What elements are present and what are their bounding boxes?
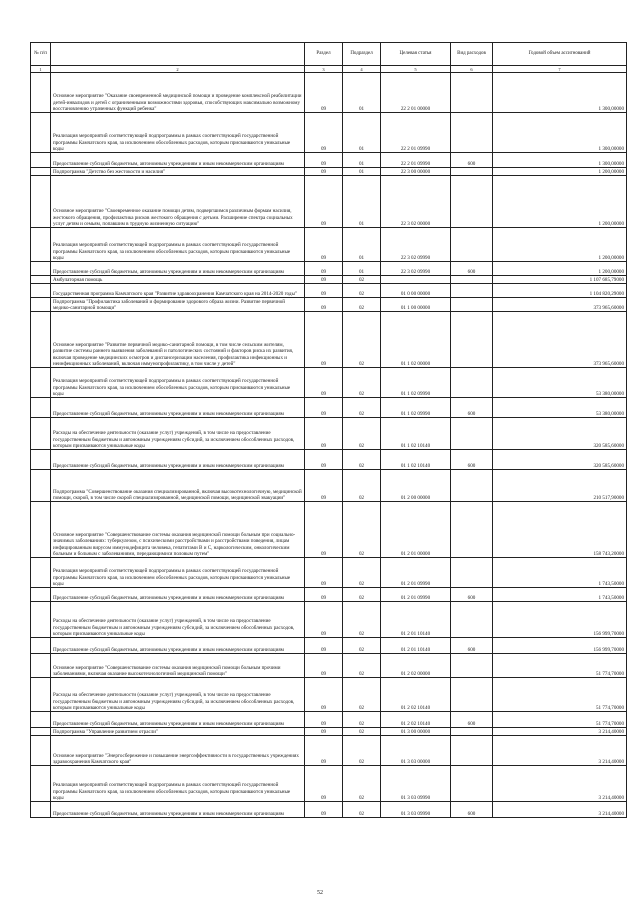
- col-number-3: 3: [305, 66, 343, 73]
- row-number: [31, 450, 51, 470]
- row-amount: 1 743,50000: [493, 558, 627, 588]
- row-subsection: 02: [343, 766, 381, 802]
- row-section: 09: [305, 368, 343, 398]
- row-exp-type: 600: [451, 638, 493, 654]
- row-name: Основное мероприятие "Совершенствование системы оказания медицинской помощи больным при социально-значимых заболеваниях: туберкулезом, с психическими расстройствами и расстройствами поведения, лицам инфицированным вирусом иммунодефицита человека, гепатитами В и С, наркологическим, онкологическим больным и больным с заболеваниями, передающимися половым путем": [51, 502, 305, 558]
- row-name: Основное мероприятие "Энергосбережение и повышение энергоэффективности в государственных учреждениях здравоохранения Камчатского края": [51, 736, 305, 766]
- row-name: Реализация мероприятий соответствующей подпрограммы в рамках соответствующей государственной программы Камчатского края, за исключением обособленных расходов, которым присваиваются уникальные коды: [51, 558, 305, 588]
- row-subsection: 02: [343, 284, 381, 298]
- row-subsection: 02: [343, 712, 381, 728]
- row-section: 09: [305, 602, 343, 638]
- row-target-code: 22 2 01 09990: [381, 153, 451, 168]
- row-number: [31, 398, 51, 418]
- row-section: 09: [305, 588, 343, 602]
- table-row: [31, 602, 627, 638]
- row-section: 09: [305, 470, 343, 502]
- row-target-code: 01 0 00 00000: [381, 284, 451, 298]
- row-number: [31, 654, 51, 678]
- row-section: 09: [305, 638, 343, 654]
- row-section: 09: [305, 73, 343, 113]
- row-target-code: 01 2 01 09990: [381, 588, 451, 602]
- row-amount: 1 107 685,79000: [493, 276, 627, 284]
- row-target-code: 01 3 00 00000: [381, 728, 451, 736]
- header-row: [31, 43, 627, 66]
- row-target-code: 01 2 02 10140: [381, 712, 451, 728]
- row-section: 09: [305, 502, 343, 558]
- table-row: [31, 558, 627, 588]
- row-number: [31, 588, 51, 602]
- col-number-5: 5: [381, 66, 451, 73]
- row-amount: 53 380,00000: [493, 398, 627, 418]
- row-number: [31, 176, 51, 228]
- row-target-code: [381, 276, 451, 284]
- page-number: 52: [317, 890, 323, 896]
- row-amount: 320 585,60000: [493, 450, 627, 470]
- row-target-code: 01 3 03 09990: [381, 802, 451, 818]
- table-row: [31, 654, 627, 678]
- row-name: Реализация мероприятий соответствующей подпрограммы в рамках соответствующей государственной программы Камчатского края, за исключением обособленных расходов, которым присваиваются уникальные коды: [51, 368, 305, 398]
- row-amount: 1 743,50000: [493, 588, 627, 602]
- row-section: 09: [305, 418, 343, 450]
- row-name: Подпрограмма "Детство без жестокости и насилия": [51, 168, 305, 176]
- row-number: [31, 168, 51, 176]
- row-section: 09: [305, 262, 343, 276]
- row-target-code: 01 1 00 00000: [381, 298, 451, 312]
- row-exp-type: 600: [451, 153, 493, 168]
- col-header-num: № п/п: [31, 43, 51, 66]
- row-name: Предоставление субсидий бюджетным, автономным учреждениям и иным некоммерческим организациям: [51, 588, 305, 602]
- table-row: [31, 176, 627, 228]
- column-number-row: [31, 66, 627, 73]
- row-target-code: 01 3 03 00000: [381, 736, 451, 766]
- row-exp-type: [451, 312, 493, 368]
- row-number: [31, 638, 51, 654]
- row-subsection: 01: [343, 228, 381, 262]
- row-subsection: 02: [343, 802, 381, 818]
- row-name: Предоставление субсидий бюджетным, автономным учреждениям и иным некоммерческим организациям: [51, 262, 305, 276]
- table-row: [31, 262, 627, 276]
- col-header-subsection: Подраздел: [343, 43, 381, 66]
- row-subsection: 02: [343, 588, 381, 602]
- row-target-code: 01 2 01 10140: [381, 602, 451, 638]
- row-section: 09: [305, 176, 343, 228]
- row-amount: 1 200,00000: [493, 168, 627, 176]
- table-row: [31, 73, 627, 113]
- row-section: 09: [305, 450, 343, 470]
- col-header-amount: Годовой объем ассигнований: [493, 43, 627, 66]
- row-subsection: 02: [343, 312, 381, 368]
- row-section: 09: [305, 228, 343, 262]
- row-subsection: 02: [343, 654, 381, 678]
- table-row: [31, 153, 627, 168]
- row-target-code: 01 3 03 09990: [381, 766, 451, 802]
- row-section: 09: [305, 678, 343, 712]
- row-name: Подпрограмма "Профилактика заболеваний и формирование здорового образа жизни. Развитие первичной медико-санитарной помощи": [51, 298, 305, 312]
- row-number: [31, 802, 51, 818]
- row-exp-type: 600: [451, 398, 493, 418]
- row-section: 09: [305, 712, 343, 728]
- table-row: [31, 712, 627, 728]
- row-amount: 320 585,60000: [493, 418, 627, 450]
- row-amount: 156 999,70000: [493, 638, 627, 654]
- table-row: [31, 588, 627, 602]
- row-amount: 210 517,90000: [493, 470, 627, 502]
- row-subsection: 01: [343, 153, 381, 168]
- row-name: Расходы на обеспечение деятельности (оказание услуг) учреждений, в том числе на предоставление государственным бюджетным и автономным учреждениям субсидий, за исключением обособленных расходов, которым присваиваются уникальные коды: [51, 418, 305, 450]
- row-target-code: 01 1 02 10140: [381, 450, 451, 470]
- row-amount: 1 300,00000: [493, 153, 627, 168]
- table-row: [31, 502, 627, 558]
- row-section: 09: [305, 298, 343, 312]
- row-number: [31, 276, 51, 284]
- row-number: [31, 766, 51, 802]
- row-amount: 3 214,40000: [493, 766, 627, 802]
- row-name: Предоставление субсидий бюджетным, автономным учреждениям и иным некоммерческим организациям: [51, 153, 305, 168]
- row-number: [31, 368, 51, 398]
- row-exp-type: 600: [451, 450, 493, 470]
- row-number: [31, 678, 51, 712]
- row-subsection: 02: [343, 728, 381, 736]
- row-number: [31, 502, 51, 558]
- row-exp-type: [451, 502, 493, 558]
- table-row: [31, 276, 627, 284]
- row-name: Предоставление субсидий бюджетным, автономным учреждениям и иным некоммерческим организациям: [51, 398, 305, 418]
- table-body: [31, 73, 627, 818]
- row-section: 09: [305, 312, 343, 368]
- row-target-code: 22 3 02 09990: [381, 262, 451, 276]
- table-row: [31, 638, 627, 654]
- row-section: 09: [305, 398, 343, 418]
- row-section: 09: [305, 766, 343, 802]
- row-number: [31, 73, 51, 113]
- row-exp-type: 600: [451, 802, 493, 818]
- row-name: Реализация мероприятий соответствующей подпрограммы в рамках соответствующей государственной программы Камчатского края, за исключением обособленных расходов, которым присваиваются уникальные коды: [51, 228, 305, 262]
- col-header-target: Целевая статья: [381, 43, 451, 66]
- row-section: 09: [305, 153, 343, 168]
- row-number: [31, 228, 51, 262]
- row-amount: 156 999,70000: [493, 602, 627, 638]
- table-row: [31, 284, 627, 298]
- row-name: Предоставление субсидий бюджетным, автономным учреждениям и иным некоммерческим организациям: [51, 712, 305, 728]
- row-name: Государственная программа Камчатского края "Развитие здравоохранения Камчатского края на 2014-2020 годы": [51, 284, 305, 298]
- row-exp-type: [451, 276, 493, 284]
- row-name: Реализация мероприятий соответствующей подпрограммы в рамках соответствующей государственной программы Камчатского края, за исключением обособленных расходов, которым присваиваются уникальные коды: [51, 766, 305, 802]
- row-exp-type: [451, 298, 493, 312]
- row-target-code: 01 2 00 00000: [381, 470, 451, 502]
- row-target-code: 22 3 02 09990: [381, 228, 451, 262]
- col-header-name: [51, 43, 305, 66]
- row-name: Амбулаторная помощь: [51, 276, 305, 284]
- row-name: Основное мероприятие "Развитие первичной медико-санитарной помощи, в том числе сельским жителям, развитие системы раннего выявления заболеваний и патологических состояний и факторов риска их развития, включая проведение медицинских осмотров и диспансеризации населения, профилактика инфекционных и неинфекционных заболеваний, включая иммунопрофилактику, в том числе у детей": [51, 312, 305, 368]
- row-amount: 53 380,00000: [493, 368, 627, 398]
- row-subsection: 01: [343, 73, 381, 113]
- table-row: [31, 168, 627, 176]
- row-subsection: 01: [343, 262, 381, 276]
- row-exp-type: [451, 736, 493, 766]
- row-name: Предоставление субсидий бюджетным, автономным учреждениям и иным некоммерческим организациям: [51, 802, 305, 818]
- table-row: [31, 368, 627, 398]
- row-exp-type: 600: [451, 712, 493, 728]
- row-exp-type: [451, 654, 493, 678]
- row-name: Основное мероприятие "Совершенствование системы оказания медицинской помощи больным прочими заболеваниями, включая оказание высокотехнологичной медицинской помощи": [51, 654, 305, 678]
- row-subsection: 02: [343, 276, 381, 284]
- row-exp-type: 600: [451, 262, 493, 276]
- row-name: Основное мероприятие "Оказание своевременной медицинской помощи и проведение комплексной реабилитации детей-инвалидов и детей с ограниченными возможностями здоровья, способствующих максимально возможному восстановлению утраченных функций ребенка": [51, 73, 305, 113]
- col-number-4: 4: [343, 66, 381, 73]
- row-subsection: 02: [343, 418, 381, 450]
- col-number-2: 2: [51, 66, 305, 73]
- row-subsection: 02: [343, 298, 381, 312]
- row-name: Подпрограмма "Совершенствование оказания специализированной, включая высокотехнологичную, медицинской помощи, скорой, в том числе скорой специализированной, медицинской помощи, медицинской эвакуации": [51, 470, 305, 502]
- row-subsection: 02: [343, 470, 381, 502]
- row-target-code: 22 3 02 00000: [381, 176, 451, 228]
- row-target-code: 01 1 02 00000: [381, 312, 451, 368]
- row-amount: 1 300,00000: [493, 73, 627, 113]
- row-number: [31, 470, 51, 502]
- row-exp-type: [451, 368, 493, 398]
- row-section: 09: [305, 728, 343, 736]
- row-exp-type: [451, 728, 493, 736]
- row-amount: 3 214,40000: [493, 802, 627, 818]
- row-number: [31, 298, 51, 312]
- table-row: [31, 398, 627, 418]
- budget-table: [30, 42, 627, 818]
- row-number: [31, 558, 51, 588]
- row-section: 09: [305, 558, 343, 588]
- row-exp-type: 600: [451, 588, 493, 602]
- row-target-code: 01 1 02 09990: [381, 368, 451, 398]
- row-section: 09: [305, 284, 343, 298]
- row-section: 09: [305, 168, 343, 176]
- table-row: [31, 678, 627, 712]
- row-subsection: 02: [343, 678, 381, 712]
- row-exp-type: [451, 418, 493, 450]
- row-section: 09: [305, 802, 343, 818]
- row-name: Расходы на обеспечение деятельности (оказание услуг) учреждений, в том числе на предоставление государственным бюджетным и автономным учреждениям субсидий, за исключением обособленных расходов, которым присваиваются уникальные коды: [51, 602, 305, 638]
- row-number: [31, 312, 51, 368]
- col-header-exp-type: Вид расходов: [451, 43, 493, 66]
- row-number: [31, 262, 51, 276]
- table-row: [31, 450, 627, 470]
- row-section: 09: [305, 736, 343, 766]
- table-row: [31, 802, 627, 818]
- row-name: Подпрограмма "Управление развитием отрасли": [51, 728, 305, 736]
- row-target-code: 01 2 01 09990: [381, 558, 451, 588]
- row-subsection: 01: [343, 168, 381, 176]
- table-row: [31, 766, 627, 802]
- col-number-7: 7: [493, 66, 627, 73]
- row-name: Основное мероприятие "Своевременное оказание помощи детям, подвергшимся различным формам насилия, жестокого обращения, профилактика рисков жестокого обращения с детьми. Расширение спектра социальных услуг детям и семьям, попавшим в трудную жизненную ситуацию": [51, 176, 305, 228]
- row-name: Предоставление субсидий бюджетным, автономным учреждениям и иным некоммерческим организациям: [51, 450, 305, 470]
- row-amount: 1 200,00000: [493, 176, 627, 228]
- row-number: [31, 736, 51, 766]
- table-row: [31, 728, 627, 736]
- col-header-section: Раздел: [305, 43, 343, 66]
- row-amount: 51 774,70000: [493, 712, 627, 728]
- row-target-code: 01 2 02 10140: [381, 678, 451, 712]
- row-amount: 373 965,60000: [493, 312, 627, 368]
- row-section: 09: [305, 276, 343, 284]
- row-number: [31, 712, 51, 728]
- row-section: 09: [305, 654, 343, 678]
- row-subsection: 02: [343, 602, 381, 638]
- row-number: [31, 284, 51, 298]
- row-exp-type: [451, 228, 493, 262]
- table-row: [31, 228, 627, 262]
- row-amount: 51 774,70000: [493, 678, 627, 712]
- row-subsection: 02: [343, 368, 381, 398]
- row-exp-type: [451, 73, 493, 113]
- col-number-6: 6: [451, 66, 493, 73]
- row-name: Реализация мероприятий соответствующей подпрограммы в рамках соответствующей государственной программы Камчатского края, за исключением обособленных расходов, которым присваиваются уникальные коды: [51, 113, 305, 153]
- row-amount: 3 214,40000: [493, 736, 627, 766]
- row-subsection: 02: [343, 558, 381, 588]
- table-row: [31, 113, 627, 153]
- row-target-code: 01 2 02 00000: [381, 654, 451, 678]
- row-amount: 1 200,00000: [493, 262, 627, 276]
- row-target-code: 22 2 01 00000: [381, 73, 451, 113]
- table-row: [31, 736, 627, 766]
- row-number: [31, 153, 51, 168]
- table-row: [31, 470, 627, 502]
- row-subsection: 02: [343, 398, 381, 418]
- row-exp-type: [451, 113, 493, 153]
- row-exp-type: [451, 558, 493, 588]
- row-number: [31, 728, 51, 736]
- row-exp-type: [451, 176, 493, 228]
- row-amount: 373 965,60000: [493, 298, 627, 312]
- row-exp-type: [451, 284, 493, 298]
- row-exp-type: [451, 470, 493, 502]
- row-amount: 1 200,00000: [493, 228, 627, 262]
- row-exp-type: [451, 766, 493, 802]
- row-amount: 51 774,70000: [493, 654, 627, 678]
- row-target-code: 01 2 01 10140: [381, 638, 451, 654]
- row-amount: 158 743,20000: [493, 502, 627, 558]
- col-number-1: 1: [31, 66, 51, 73]
- row-target-code: 22 2 01 09990: [381, 113, 451, 153]
- row-exp-type: [451, 678, 493, 712]
- row-number: [31, 418, 51, 450]
- row-subsection: 01: [343, 113, 381, 153]
- row-subsection: 02: [343, 736, 381, 766]
- row-subsection: 01: [343, 176, 381, 228]
- row-target-code: 01 2 01 00000: [381, 502, 451, 558]
- table-row: [31, 312, 627, 368]
- table-row: [31, 298, 627, 312]
- row-subsection: 02: [343, 638, 381, 654]
- row-number: [31, 602, 51, 638]
- row-amount: 3 214,40000: [493, 728, 627, 736]
- row-number: [31, 113, 51, 153]
- row-amount: 1 104 820,29000: [493, 284, 627, 298]
- row-exp-type: [451, 602, 493, 638]
- row-name: Предоставление субсидий бюджетным, автономным учреждениям и иным некоммерческим организациям: [51, 638, 305, 654]
- row-name: Расходы на обеспечение деятельности (оказание услуг) учреждений, в том числе на предоставление государственным бюджетным и автономным учреждениям субсидий, за исключением обособленных расходов, которым присваиваются уникальные коды: [51, 678, 305, 712]
- row-section: 09: [305, 113, 343, 153]
- row-target-code: 22 3 00 00000: [381, 168, 451, 176]
- row-amount: 1 300,00000: [493, 113, 627, 153]
- table-row: [31, 418, 627, 450]
- row-subsection: 02: [343, 502, 381, 558]
- row-target-code: 01 1 02 10140: [381, 418, 451, 450]
- row-exp-type: [451, 168, 493, 176]
- row-target-code: 01 1 02 09990: [381, 398, 451, 418]
- row-subsection: 02: [343, 450, 381, 470]
